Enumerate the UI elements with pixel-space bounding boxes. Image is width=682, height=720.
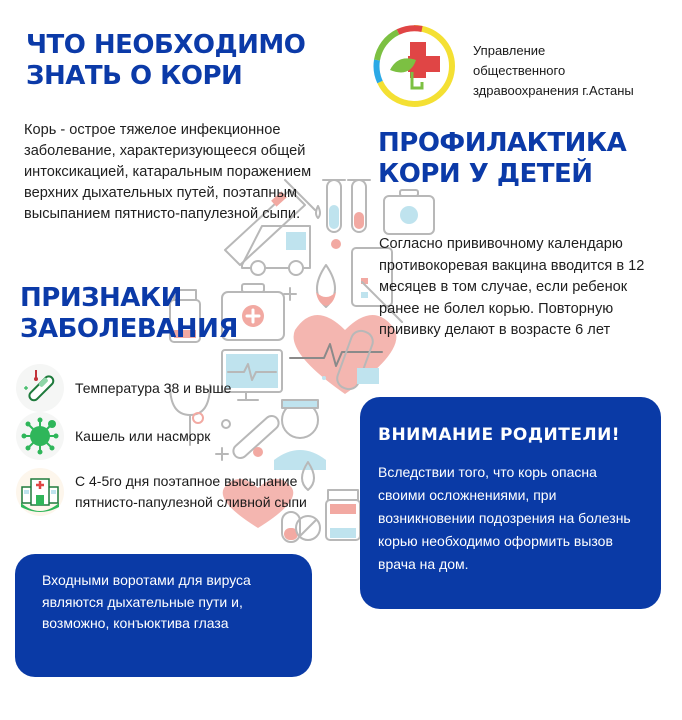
pill-capsule-icon <box>282 512 320 542</box>
symptom-item-cough <box>16 412 210 460</box>
symptom-item-fever <box>16 364 231 412</box>
signs-title-line-1: ПРИЗНАКИ <box>20 283 182 313</box>
org-name-line-1: Управление <box>473 43 546 58</box>
prevention-title-line-2: КОРИ У ДЕТЕЙ <box>378 159 593 190</box>
pill-bottle-icon-2 <box>326 490 360 540</box>
organization-name <box>473 41 634 101</box>
hospital-icon <box>16 468 64 516</box>
org-name-line-2: общественного <box>473 63 566 78</box>
test-tube-icon <box>323 180 370 232</box>
entry-gate-info-box <box>15 554 312 677</box>
main-title-line-2: ЗНАТЬ О КОРИ <box>26 61 243 92</box>
nurse-icon <box>274 400 326 470</box>
main-title-line-1: ЧТО НЕОБХОДИМО <box>26 30 306 60</box>
prevention-paragraph: Согласно прививочному календарю противокоревая вакцина вводится в 12 месяцев в том случае, если ребенок ранее не болел корью. Повторную прививку делают в возрасте 6 лет <box>379 236 645 339</box>
intro-paragraph: Корь - острое тяжелое инфекционное заболевание, характеризующееся общей интоксикацией, катаральным поражением верхних дыхательных путей, поэтапным высыпанием пятнисто-папулезной сыпи. <box>24 122 312 222</box>
alert-text: Вследствии того, что корь опасна своими осложнениями, при возникновении подозрения на болезнь корью необходимо оформить вызов врача на дом. <box>378 464 631 572</box>
virus-icon <box>16 412 64 460</box>
prevention-title <box>378 128 626 190</box>
alert-title: ВНИМАНИЕ РОДИТЕЛИ! <box>378 425 621 445</box>
thermometer-icon <box>16 364 64 412</box>
signs-title <box>20 283 238 345</box>
signs-title-line-2: ЗАБОЛЕВАНИЯ <box>20 314 238 345</box>
first-aid-kit-icon-2 <box>384 190 434 234</box>
symptom-text: Кашель или насморк <box>75 427 211 444</box>
symptom-text: Температура 38 и выше <box>75 379 232 396</box>
symptom-item-rash <box>16 468 315 516</box>
prevention-title-line-1: ПРОФИЛАКТИКА <box>378 128 627 158</box>
symptom-text: С 4-5го дня поэтапное высыпание пятнисто-папулезной сливной сыпи <box>75 473 307 510</box>
ambulance-icon <box>242 226 310 275</box>
parents-alert-box <box>360 397 661 609</box>
org-name-line-3: здравоохранения г.Астаны <box>473 83 634 98</box>
main-title <box>26 30 305 92</box>
organization-logo-icon <box>370 22 458 110</box>
entry-gate-text: Входными воротами для вируса являются дыхательные пути и, возможно, конъюктива глаза <box>42 572 251 631</box>
